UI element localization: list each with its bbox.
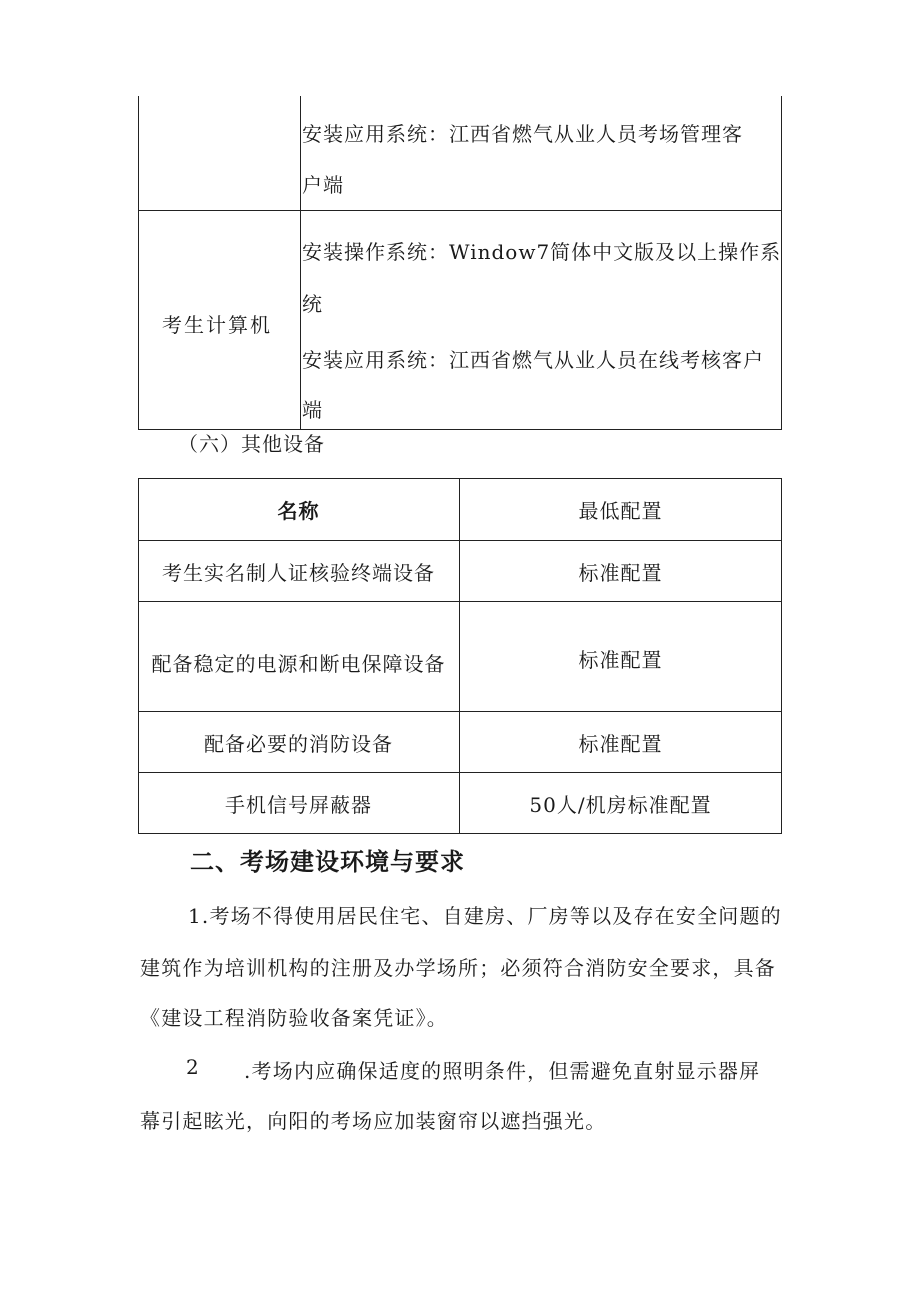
table-cell-name: 手机信号屏蔽器: [225, 792, 372, 817]
candidate-os-line-2: 统: [302, 292, 323, 316]
header-name: 名称: [277, 498, 320, 523]
system-requirements-table: [138, 96, 782, 430]
paragraph-1-line-2: 建筑作为培训机构的注册及办学场所；必须符合消防安全要求，具备: [140, 956, 776, 980]
paragraph-2-number: 2: [186, 1055, 200, 1079]
paragraph-2-line-2: 幕引起眩光，向阳的考场应加装窗帘以遮挡强光。: [140, 1109, 607, 1133]
table-cell-config: 标准配置: [578, 731, 663, 756]
table-cell-name: 考生实名制人证核验终端设备: [162, 560, 435, 585]
table-column-divider: [300, 96, 301, 430]
paragraph-2-line-1: .考场内应确保适度的照明条件，但需避免直射显示器屏: [244, 1059, 761, 1083]
table-row-divider: [138, 210, 782, 211]
row-label-candidate-computer: 考生计算机: [162, 313, 272, 337]
header-min-config: 最低配置: [578, 498, 663, 523]
section-title-other-equipment: （六）其他设备: [178, 432, 325, 456]
other-equipment-table: [138, 478, 782, 834]
table-border-bottom: [138, 833, 782, 834]
paragraph-1-line-3: 《建设工程消防验收备案凭证》。: [140, 1006, 448, 1030]
server-app-line-1: 安装应用系统：江西省燃气从业人员考场管理客: [302, 122, 743, 146]
table-cell-name: 配备必要的消防设备: [204, 731, 393, 756]
paragraph-1-line-1: 1.考场不得使用居民住宅、自建房、厂房等以及存在安全问题的: [188, 904, 782, 928]
table-cell-config: 标准配置: [578, 560, 663, 585]
table-border-left: [138, 96, 139, 430]
candidate-os-line-1: 安装操作系统：Window7简体中文版及以上操作系: [302, 240, 782, 264]
section-title-exam-environment: 二、考场建设环境与要求: [190, 848, 465, 876]
table-cell-name: 配备稳定的电源和断电保障设备: [151, 652, 446, 676]
table-cell-config: 标准配置: [578, 648, 663, 672]
candidate-app-line-2: 端: [302, 398, 323, 422]
table-cell-config: 50人/机房标准配置: [529, 792, 712, 817]
server-app-line-2: 户端: [302, 173, 344, 197]
candidate-app-line-1: 安装应用系统：江西省燃气从业人员在线考核客户: [302, 348, 764, 372]
table-border-right: [781, 478, 782, 834]
